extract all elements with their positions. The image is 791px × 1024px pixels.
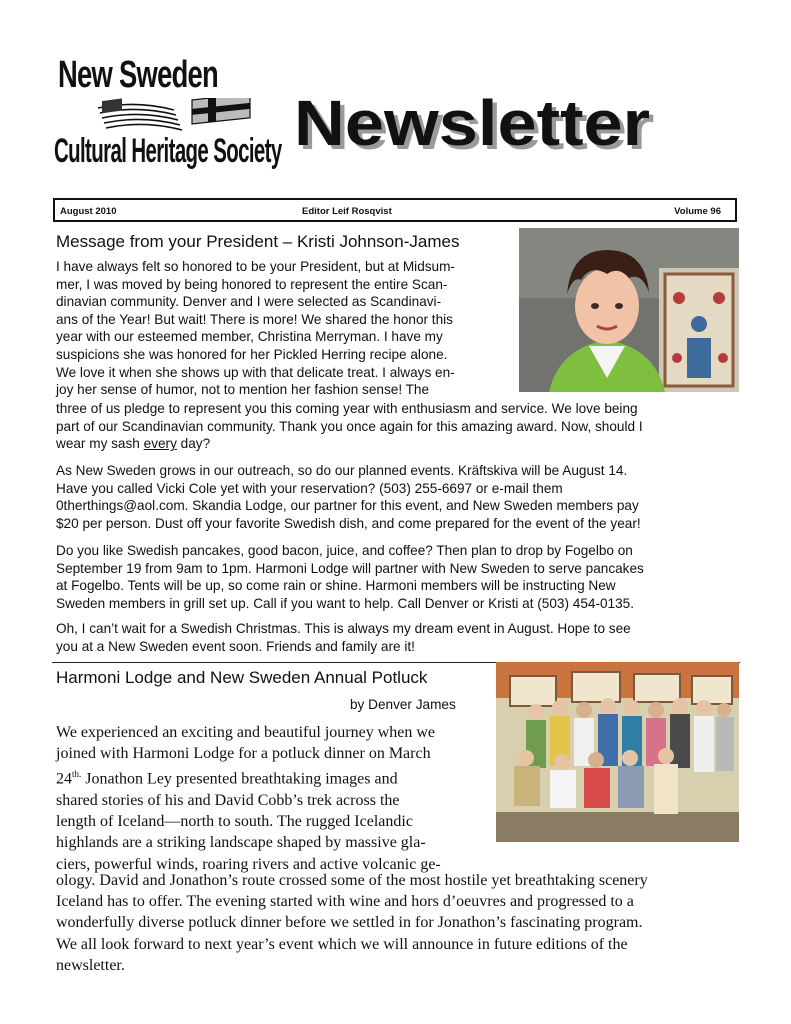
text-span: day?: [176, 436, 211, 452]
text-line: We all look forward to next year’s event which we will announce in future editions of the: [56, 935, 628, 953]
text-line: $20 per person. Dust off your favorite Swedish dish, and come prepared for the event of the year!: [56, 515, 641, 531]
text-line: newsletter.: [56, 956, 125, 974]
text-line: Sweden members in grill set up. Call if you want to help. Call Denver or Kristi at (503) 454-0135.: [56, 595, 635, 611]
president-paragraph-3: [56, 542, 746, 612]
president-paragraph-1-wrap: [56, 258, 516, 399]
logo-line-2: Cultural Heritage Society: [54, 132, 282, 170]
text-line: Oh, I can’t wait for a Swedish Christmas. This is always my dream event in August. Hope to see: [56, 621, 631, 636]
potluck-text-narrow: [56, 722, 496, 875]
society-logo: [52, 52, 284, 194]
president-heading: Message from your President – Kristi Johnson-James: [56, 232, 460, 251]
text-line: dinavian community. Denver and I were selected as Scandinavi-: [56, 294, 442, 310]
text-line: [56, 764, 496, 790]
text-line: mer, I was moved by being honored to represent the entire Scan-: [56, 276, 448, 292]
text-line: September 19 from 9am to 1pm. Harmoni Lodge will partner with New Sweden to serve pancakes: [56, 560, 644, 576]
newsletter-masthead: Newsletter: [294, 87, 651, 159]
superscript: th.: [72, 769, 82, 780]
text-line: Iceland has to offer. The evening started with wine and hors d’oeuvres and progressed to a: [56, 893, 634, 911]
text-line: Have you called Vicki Cole yet with your reservation? (503) 255-6697 or e-mail them: [56, 480, 563, 496]
president-paragraph-1-cont: [56, 400, 746, 453]
text-line: As New Sweden grows in our outreach, so do our planned events. Kräftskiva will be August 14.: [56, 463, 628, 478]
photo-president-illustration: [519, 228, 739, 392]
issue-editor: Editor Leif Rosqvist: [302, 206, 392, 217]
photo-group-illustration: [496, 662, 739, 842]
text-line: three of us pledge to represent you this coming year with enthusiasm and service. We love being: [56, 401, 638, 416]
issue-date: August 2010: [60, 206, 117, 217]
text-line: Do you like Swedish pancakes, good bacon, juice, and coffee? Then plan to drop by Fogelbo on: [56, 543, 633, 558]
text-line: highlands are a striking landscape shaped by massive gla-: [56, 834, 426, 852]
issue-volume: Volume 96: [674, 206, 721, 217]
underlined-word: every: [143, 436, 177, 452]
text-line: ology. David and Jonathon’s route crossed some of the most hostile yet breathtaking scenery: [56, 872, 648, 889]
text-line: shared stories of his and David Cobb’s trek across the: [56, 791, 400, 809]
text-line: at Fogelbo. Tents will be up, so come rain or shine. Harmoni members will be instructing New: [56, 578, 616, 594]
text-line: suspicions she was honored for her Pickled Herring recipe alone.: [56, 346, 448, 362]
potluck-text-full: [56, 870, 746, 976]
potluck-heading: Harmoni Lodge and New Sweden Annual Potluck: [56, 668, 428, 687]
text-span: 24: [56, 770, 72, 788]
text-line: 0therthings@aol.com. Skandia Lodge, our partner for this event, and New Sweden members pay: [56, 498, 639, 514]
logo-line-1: New Sweden: [58, 54, 219, 96]
text-span: Jonathon Ley presented breathtaking images and: [81, 770, 398, 788]
text-line: We experienced an exciting and beautiful journey when we: [56, 724, 435, 741]
text-line: ans of the Year! But wait! There is more! We shared the honor this: [56, 311, 453, 327]
president-paragraph-4: [56, 620, 746, 655]
text-line: you at a New Sweden event soon. Friends and family are it!: [56, 638, 415, 654]
text-line: wonderfully diverse potluck dinner before we settled in for Jonathon’s fascinating program.: [56, 914, 643, 932]
text-span: wear my sash: [56, 436, 144, 452]
group-photo: [496, 662, 739, 842]
text-line: I have always felt so honored to be your President, but at Midsum-: [56, 259, 455, 274]
text-line: joined with Harmoni Lodge for a potluck dinner on March: [56, 745, 431, 763]
text-line: ciers, powerful winds, roaring rivers and active volcanic ge-: [56, 855, 441, 873]
flag-swoosh-icon: [96, 98, 256, 136]
president-photo: [519, 228, 739, 392]
president-paragraph-2: [56, 462, 746, 532]
issue-info-bar: [53, 198, 737, 222]
potluck-byline: by Denver James: [350, 697, 456, 712]
text-line: length of Iceland—north to south. The rugged Icelandic: [56, 813, 413, 831]
text-line: part of our Scandinavian community. Thank you once again for this amazing award. Now, should I: [56, 418, 643, 434]
text-line: year with our esteemed member, Christina Merryman. I have my: [56, 329, 443, 345]
text-line: We love it when she shows up with that delicate treat. I always en-: [56, 364, 455, 380]
text-line: joy her sense of humor, not to mention her fashion sense! The: [56, 382, 430, 398]
text-line: [56, 435, 746, 453]
